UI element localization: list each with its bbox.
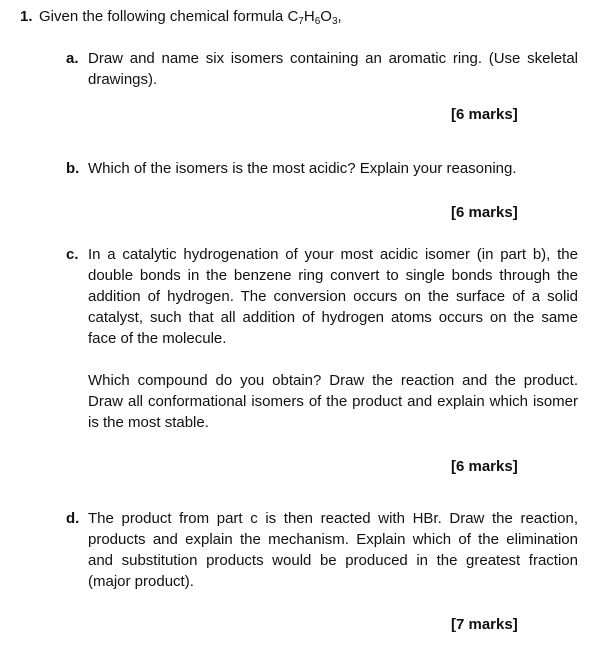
question-number: 1.	[20, 8, 33, 25]
chemical-formula	[287, 8, 341, 25]
formula-subscript-6: 6	[314, 16, 321, 27]
part-c-paragraph-1: In a catalytic hydrogenation of your most acidic isomer (in part b), the double bonds in the benzene ring convert to single bonds through the addition of hydrogen. The conversion occurs on the surface of a solid catalyst, such that all addition of hydrogen atoms occurs on the same face of the molecule.	[88, 246, 578, 347]
formula-element-c: C	[287, 8, 299, 25]
part-b	[66, 158, 578, 179]
question-intro: Given the following chemical formula	[39, 8, 288, 25]
part-d	[66, 508, 578, 592]
formula-subscript-3: 3	[331, 16, 338, 27]
part-b-letter: b.	[66, 160, 80, 177]
part-d-marks: [7 marks]	[451, 616, 518, 633]
part-b-marks: [6 marks]	[451, 204, 518, 221]
part-d-letter: d.	[66, 510, 80, 527]
part-a-text: Draw and name six isomers containing an aromatic ring. (Use skeletal drawings).	[88, 50, 578, 88]
formula-element-o: O	[320, 8, 332, 25]
part-d-text: The product from part c is then reacted with HBr. Draw the reaction, products and explain the mechanism. Explain which of the elimination and substitution products would be produced in the greatest fraction (major product).	[88, 510, 578, 590]
part-c-text	[88, 244, 578, 433]
part-a	[66, 48, 578, 90]
question-1-stem	[20, 6, 342, 27]
formula-comma: ,	[337, 8, 342, 25]
part-c-marks: [6 marks]	[451, 458, 518, 475]
part-c-letter: c.	[66, 246, 79, 263]
part-a-letter: a.	[66, 50, 79, 67]
formula-element-h: H	[303, 8, 315, 25]
formula-subscript-7: 7	[298, 16, 304, 27]
part-a-marks: [6 marks]	[451, 106, 518, 123]
part-b-text: Which of the isomers is the most acidic? Explain your reasoning.	[88, 160, 517, 177]
part-c-paragraph-2: Which compound do you obtain? Draw the reaction and the product. Draw all conformational isomers of the product and explain which isomer is the most stable.	[88, 372, 578, 431]
part-c	[66, 244, 578, 433]
